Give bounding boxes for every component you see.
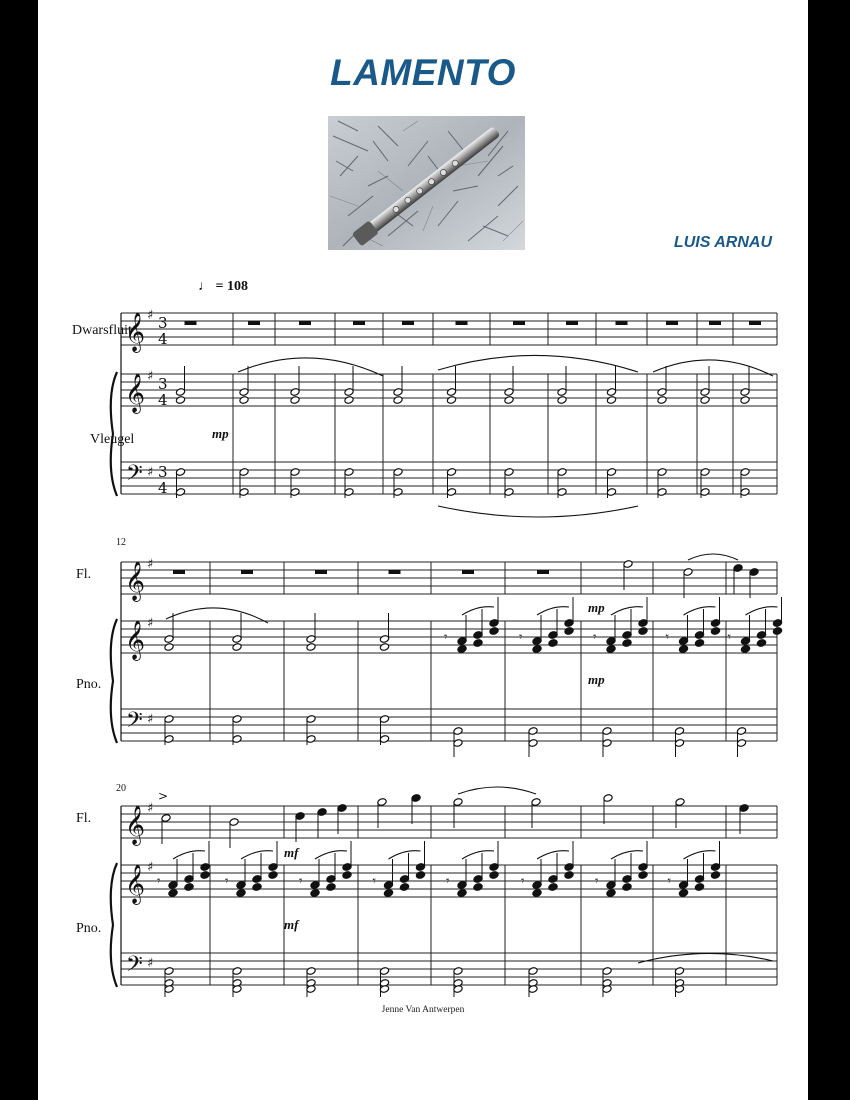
note-head (457, 645, 467, 654)
note-head (232, 643, 242, 652)
note-head (184, 883, 194, 892)
eighth-rest-icon: 𝄾 (225, 874, 229, 889)
eighth-rest-icon: 𝄾 (593, 630, 597, 645)
note-head (532, 645, 542, 654)
instrument-label-flute: Dwarsfluit (72, 323, 132, 338)
score (38, 0, 808, 1100)
note-head (175, 396, 185, 405)
whole-rest (248, 321, 260, 325)
whole-rest (462, 570, 474, 574)
note-head (678, 645, 688, 654)
tempo-marking: ♩ = 108 (198, 279, 248, 294)
note-head (740, 396, 750, 405)
slur (688, 554, 738, 560)
sharp-icon: ♯ (147, 801, 154, 816)
note-head (657, 396, 667, 405)
time-sig-denominator: 4 (158, 479, 168, 497)
note-head (326, 883, 336, 892)
slur (438, 355, 638, 372)
treble-clef-icon: 𝄞 (125, 561, 146, 601)
whole-rest (315, 570, 327, 574)
note-head (622, 883, 632, 892)
note-head (379, 643, 389, 652)
note-head (548, 883, 558, 892)
time-sig-numerator: 3 (158, 314, 168, 332)
treble-clef-icon: 𝄞 (125, 805, 146, 845)
note-head (504, 396, 514, 405)
dynamic-mp-sys1: mp (212, 426, 229, 441)
note-head (638, 627, 648, 636)
dynamic-mf-sys3-upper: mf (284, 845, 299, 860)
note-head (622, 639, 632, 648)
slur (462, 851, 494, 859)
eighth-rest-icon: 𝄾 (727, 630, 731, 645)
note-head (415, 871, 425, 880)
note-head (740, 645, 750, 654)
accent-icon: > (158, 789, 169, 803)
footer-arranger: Jenne Van Antwerpen (381, 1005, 465, 1015)
instrument-label-flute-short-2: Fl. (76, 567, 92, 582)
note-head (310, 889, 320, 898)
note-head (548, 639, 558, 648)
slur (315, 851, 347, 859)
time-sig-denominator: 4 (158, 330, 168, 348)
sharp-icon: ♯ (147, 616, 154, 631)
dynamic-mf-sys3-lower: mf (284, 917, 299, 932)
sharp-icon: ♯ (147, 860, 154, 875)
note-head (306, 643, 316, 652)
slur (638, 953, 773, 963)
note-head (473, 639, 483, 648)
note-head (446, 396, 456, 405)
dynamic-mp-sys2-upper: mp (588, 600, 605, 615)
measure-number-12: 12 (116, 537, 126, 548)
eighth-rest-icon: 𝄾 (665, 630, 669, 645)
instrument-label-piano-short-2: Pno. (76, 677, 102, 692)
note-head (557, 396, 567, 405)
piece-title: LAMENTO (330, 52, 516, 93)
note-head (290, 396, 300, 405)
note-head (344, 396, 354, 405)
composer-name: LUIS ARNAU (673, 234, 772, 251)
whole-rest (402, 321, 414, 325)
slur (389, 851, 421, 859)
slur (241, 851, 273, 859)
slur (462, 607, 494, 615)
note-head (532, 889, 542, 898)
note-head (756, 639, 766, 648)
slur (438, 506, 638, 517)
whole-rest (185, 321, 197, 325)
treble-clef-icon: 𝄞 (125, 373, 146, 413)
note-head (239, 396, 249, 405)
sharp-icon: ♯ (147, 712, 154, 727)
slur (611, 607, 643, 615)
note-head (772, 627, 782, 636)
note-head (564, 871, 574, 880)
time-sig-numerator: 3 (158, 463, 168, 481)
whole-rest (709, 321, 721, 325)
eighth-rest-icon: 𝄾 (157, 874, 161, 889)
eighth-rest-icon: 𝄾 (519, 630, 523, 645)
whole-rest (173, 570, 185, 574)
slur (537, 851, 569, 859)
note-head (473, 883, 483, 892)
bass-clef-icon: 𝄢 (126, 708, 143, 738)
note-head (393, 396, 403, 405)
eighth-rest-icon: 𝄾 (667, 874, 671, 889)
note-head (606, 889, 616, 898)
note-head (342, 871, 352, 880)
note-head (489, 627, 499, 636)
instrument-label-piano: Vleugel (90, 432, 135, 447)
instrument-label-flute-short-3: Fl. (76, 811, 92, 826)
piano-brace (111, 863, 117, 987)
slur (173, 851, 205, 859)
note-head (694, 639, 704, 648)
slur (746, 607, 778, 615)
sharp-icon: ♯ (147, 557, 154, 572)
eighth-rest-icon: 𝄾 (446, 874, 450, 889)
eighth-rest-icon: 𝄾 (595, 874, 599, 889)
note-head (710, 627, 720, 636)
whole-rest (353, 321, 365, 325)
instrument-label-piano-short-3: Pno. (76, 921, 102, 936)
whole-rest (666, 321, 678, 325)
slur (537, 607, 569, 615)
note-head (200, 871, 210, 880)
slur (684, 607, 716, 615)
piano-brace (111, 619, 117, 743)
note-head (268, 871, 278, 880)
whole-rest (513, 321, 525, 325)
whole-rest (241, 570, 253, 574)
note-head (606, 645, 616, 654)
whole-rest (749, 321, 761, 325)
treble-clef-icon: 𝄞 (125, 620, 146, 660)
whole-rest (389, 570, 401, 574)
note-head (457, 889, 467, 898)
dynamic-mp-sys2-lower: mp (588, 672, 605, 687)
measure-number-20: 20 (116, 783, 126, 794)
note-head (399, 883, 409, 892)
note-head (700, 396, 710, 405)
treble-clef-icon: 𝄞 (125, 864, 146, 904)
sharp-icon: ♯ (147, 956, 154, 971)
whole-rest (456, 321, 468, 325)
time-sig-numerator: 3 (158, 375, 168, 393)
bass-clef-icon: 𝄢 (126, 952, 143, 982)
eighth-rest-icon: 𝄾 (521, 874, 525, 889)
slur (684, 851, 716, 859)
sharp-icon: ♯ (147, 369, 154, 384)
note-head (694, 883, 704, 892)
note-head (564, 627, 574, 636)
note-head (606, 396, 616, 405)
whole-rest (537, 570, 549, 574)
note-head (168, 889, 178, 898)
note-head (383, 889, 393, 898)
time-sig-denominator: 4 (158, 391, 168, 409)
whole-rest (566, 321, 578, 325)
eighth-rest-icon: 𝄾 (444, 630, 448, 645)
note-head (252, 883, 262, 892)
eighth-rest-icon: 𝄾 (372, 874, 376, 889)
note-head (236, 889, 246, 898)
slur (611, 851, 643, 859)
slur (238, 358, 383, 376)
sheet-music-page (38, 0, 808, 1100)
treble-clef-icon: 𝄞 (125, 312, 146, 352)
whole-rest (616, 321, 628, 325)
sharp-icon: ♯ (147, 465, 154, 480)
eighth-rest-icon: 𝄾 (299, 874, 303, 889)
slur (458, 787, 536, 794)
note-head (164, 643, 174, 652)
note-head (638, 871, 648, 880)
note-head (678, 889, 688, 898)
note-head (710, 871, 720, 880)
whole-rest (299, 321, 311, 325)
sharp-icon: ♯ (147, 308, 154, 323)
note-head (489, 871, 499, 880)
bass-clef-icon: 𝄢 (126, 461, 143, 491)
